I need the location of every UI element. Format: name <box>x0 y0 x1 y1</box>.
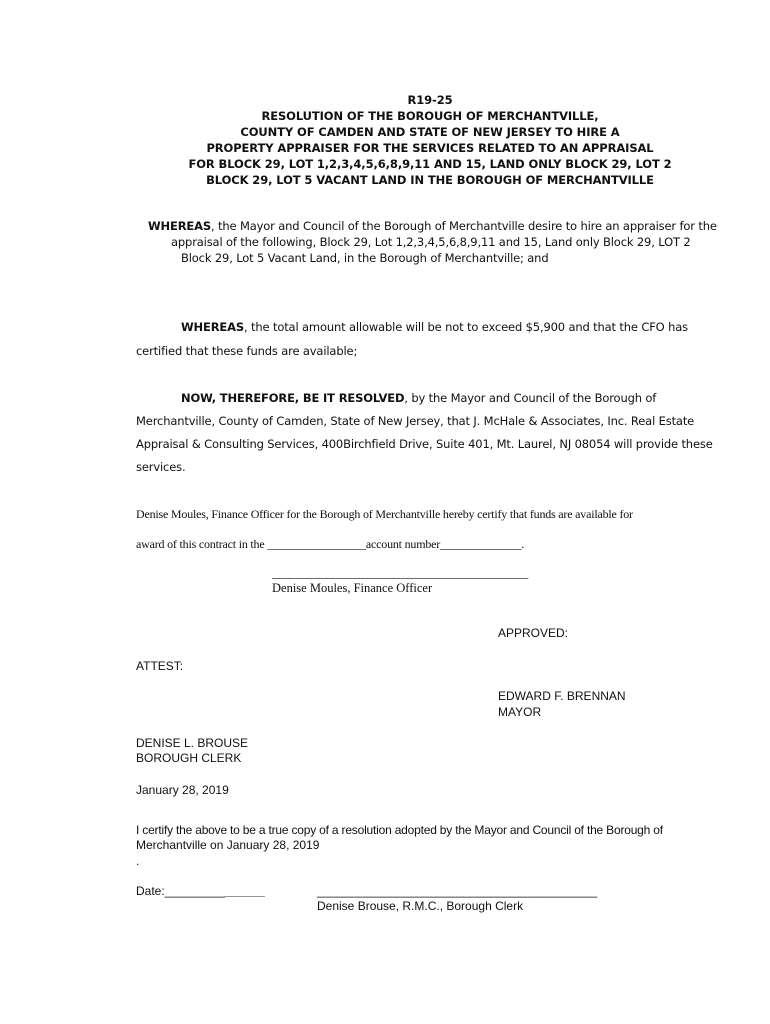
true-copy-line-2: Merchantville on January 28, 2019 <box>136 838 320 852</box>
resolved-paragraph-line-3: Appraisal & Consulting Services, 400Birchfield Drive, Suite 401, Mt. Laurel, NJ 08054 will provide these <box>136 437 713 451</box>
resolved-keyword: NOW, THEREFORE, BE IT RESOLVED <box>181 391 405 405</box>
whereas-text: , the total amount allowable will be not to exceed $5,900 and that the CFO has <box>244 320 688 334</box>
whereas-text: , the Mayor and Council of the Borough of Merchantville desire to hire an appraiser for the <box>211 219 717 233</box>
certification-line-2: award of this contract in the _________________account number______________. <box>136 537 525 551</box>
whereas-paragraph-1-line-3: Block 29, Lot 5 Vacant Land, in the Borough of Merchantville; and <box>181 251 549 265</box>
date-blank: _________ <box>164 884 225 898</box>
whereas-keyword: WHEREAS <box>181 320 245 334</box>
resolution-title-line-5: BLOCK 29, LOT 5 VACANT LAND IN THE BOROUGH OF MERCHANTVILLE <box>206 173 654 187</box>
finance-officer-name: Denise Moules, Finance Officer <box>272 581 433 595</box>
resolved-text: , by the Mayor and Council of the Borough of <box>404 391 657 405</box>
resolution-date: January 28, 2019 <box>136 783 229 797</box>
resolution-number: R19-25 <box>407 93 453 107</box>
whereas-paragraph-1-line-2: appraisal of the following, Block 29, Lot 1,2,3,4,5,6,8,9,11 and 15, Land only Block 29, LOT 2 <box>171 235 691 249</box>
whereas-paragraph-2-line-1 <box>181 320 688 334</box>
clerk-signature-line: __________________________________________ <box>317 884 598 898</box>
mayor-name: EDWARD F. BRENNAN <box>498 689 626 703</box>
attest-label: ATTEST: <box>136 659 184 673</box>
resolution-title-line-1: RESOLUTION OF THE BOROUGH OF MERCHANTVILLE, <box>261 109 599 123</box>
clerk-title: BOROUGH CLERK <box>136 751 242 765</box>
whereas-paragraph-2-line-2: certified that these funds are available; <box>136 344 358 358</box>
true-copy-line-3: . <box>136 854 140 868</box>
date-blank-bold: ______ <box>224 884 265 898</box>
resolved-paragraph-line-2: Merchantville, County of Camden, State of New Jersey, that J. McHale & Associates, Inc. Real Estate <box>136 414 695 428</box>
resolved-paragraph-line-4: services. <box>136 460 186 474</box>
resolved-paragraph-line-1 <box>181 391 656 405</box>
mayor-title: MAYOR <box>498 705 542 719</box>
approved-label: APPROVED: <box>498 626 569 640</box>
whereas-keyword: WHEREAS <box>148 219 212 233</box>
clerk-name: DENISE L. BROUSE <box>136 736 249 750</box>
clerk-signature-name: Denise Brouse, R.M.C., Borough Clerk <box>317 899 524 913</box>
certification-line-1: Denise Moules, Finance Officer for the Borough of Merchantville hereby certify that funds are available for <box>136 507 633 521</box>
resolution-title-line-3: PROPERTY APPRAISER FOR THE SERVICES RELATED TO AN APPRAISAL <box>206 141 654 155</box>
resolution-title-line-2: COUNTY OF CAMDEN AND STATE OF NEW JERSEY TO HIRE A <box>240 125 620 139</box>
date-field <box>136 884 265 898</box>
whereas-paragraph-1-line-1 <box>148 219 717 233</box>
date-label: Date: <box>136 884 165 898</box>
finance-signature-line: _________________________________________ <box>272 566 529 580</box>
true-copy-line-1: I certify the above to be a true copy of a resolution adopted by the Mayor and Council of the Borough of <box>136 823 663 837</box>
resolution-title-line-4: FOR BLOCK 29, LOT 1,2,3,4,5,6,8,9,11 AND 15, LAND ONLY BLOCK 29, LOT 2 <box>188 157 672 171</box>
